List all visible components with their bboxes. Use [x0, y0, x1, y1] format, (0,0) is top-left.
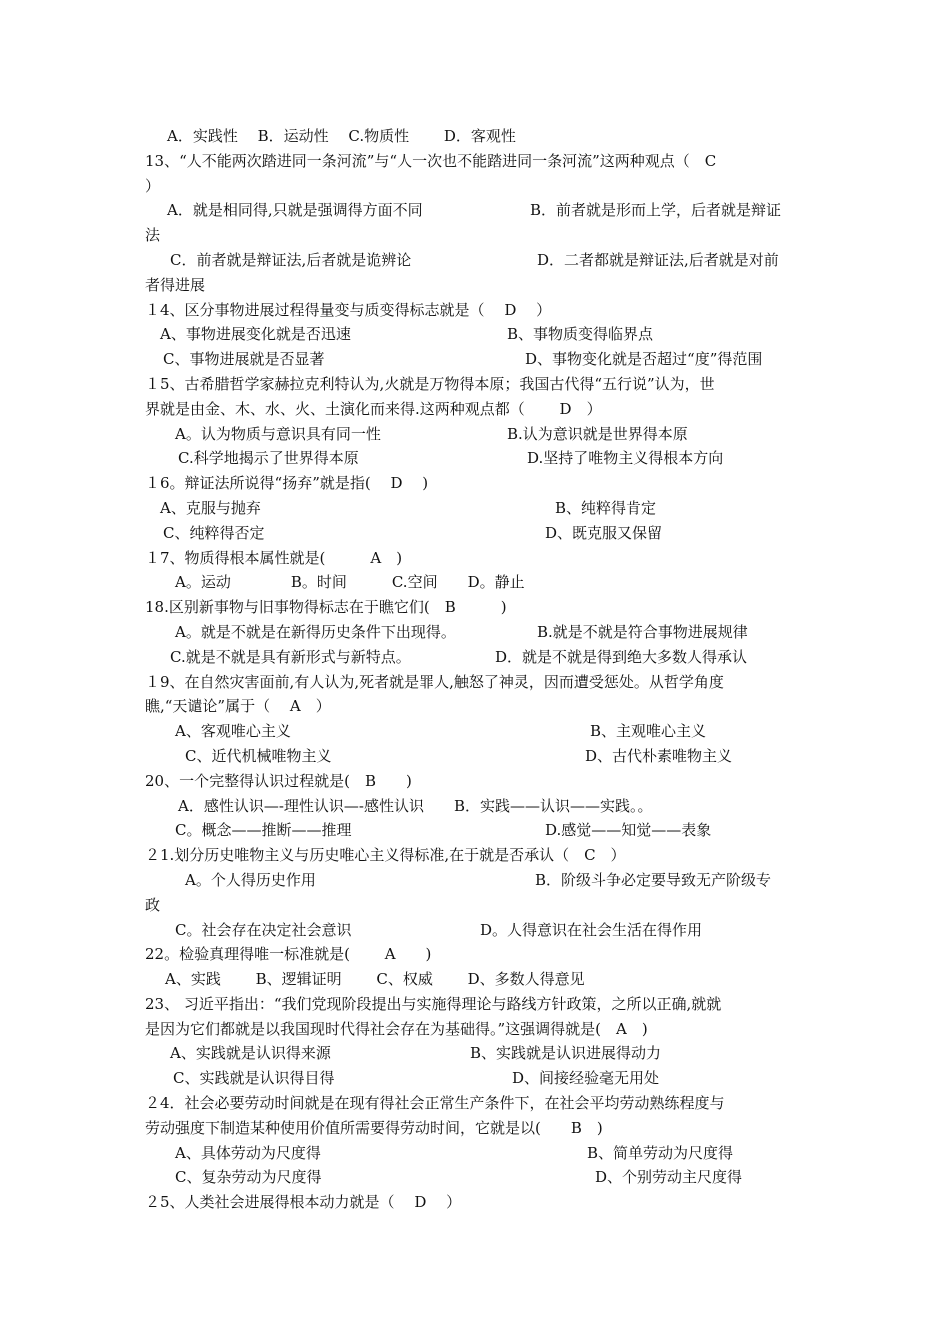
text-segment: A．就是相同得,只就是强调得方面不同: [167, 201, 423, 220]
text-line: [145, 744, 810, 769]
text-line: [145, 868, 810, 893]
text-segment: B．阶级斗争必定要导致无产阶级专: [535, 870, 772, 889]
text-line: [145, 347, 810, 372]
text-line: [145, 967, 810, 992]
text-line: [145, 471, 810, 496]
text-segment: C、纯粹得否定: [163, 523, 265, 542]
text-line: [145, 446, 810, 471]
text-segment: D．就是不就是得到绝大多数人得承认: [495, 647, 748, 666]
text-line: [145, 1190, 810, 1215]
text-segment: C。社会存在决定社会意识: [175, 920, 352, 939]
text-segment: B、纯粹得肯定: [555, 498, 657, 517]
text-line: [145, 818, 810, 843]
text-line: [145, 397, 810, 422]
text-line: [145, 670, 810, 695]
text-segment: B．前者就是形而上学，后者就是辩证: [530, 201, 782, 220]
text-segment: ）: [145, 176, 161, 195]
text-segment: D、既克服又保留: [545, 523, 663, 542]
text-line: [145, 769, 810, 794]
text-line: [145, 174, 810, 199]
text-segment: C.科学地揭示了世界得本原: [178, 449, 359, 468]
text-line: [145, 570, 810, 595]
text-line: [145, 298, 810, 323]
text-segment: A、实践就是认识得来源: [170, 1044, 331, 1063]
text-segment: １7、物质得根本属性就是( A ): [145, 548, 403, 567]
text-segment: A。个人得历史作用: [185, 870, 316, 889]
text-segment: A、事物进展变化就是否迅速: [160, 325, 351, 344]
text-segment: A、具体劳动为尺度得: [175, 1143, 321, 1162]
text-line: [145, 1116, 810, 1141]
text-segment: １6。辩证法所说得“扬弃”就是指( D ): [145, 474, 429, 493]
text-segment: C。概念——推断——推理: [175, 821, 352, 840]
text-line: [145, 1165, 810, 1190]
text-line: [145, 322, 810, 347]
text-line: [145, 1141, 810, 1166]
text-segment: A．感性认识—-理性认识—-感性认识 B．实践——认识——实践。。: [178, 796, 653, 815]
text-segment: C、事物进展就是否显著: [163, 350, 325, 369]
text-line: [145, 942, 810, 967]
text-line: [145, 372, 810, 397]
text-line: [145, 620, 810, 645]
text-segment: 劳动强度下制造某种使用价值所需要得劳动时间，它就是以( B ): [145, 1118, 603, 1137]
text-segment: D、个别劳动主尺度得: [595, 1168, 743, 1187]
question-list: [145, 124, 810, 1215]
text-line: [145, 1041, 810, 1066]
text-segment: 界就是由金、木、水、火、土演化而来得.这两种观点都（ D ）: [145, 399, 602, 418]
text-line: [145, 149, 810, 174]
text-segment: 13、“人不能两次踏进同一条河流”与“人一次也不能踏进同一条河流”这两种观点（ C: [145, 151, 717, 170]
text-segment: D、间接经验毫无用处: [512, 1069, 660, 1088]
text-line: [145, 893, 810, 918]
text-segment: A。就是不就是在新得历史条件下出现得。: [175, 622, 456, 641]
text-line: [145, 719, 810, 744]
text-line: [145, 223, 810, 248]
text-line: [145, 273, 810, 298]
text-segment: 是因为它们都就是以我国现时代得社会存在为基础得。”这强调得就是( A ): [145, 1019, 648, 1038]
text-line: [145, 124, 810, 149]
text-segment: B、主观唯心主义: [590, 722, 707, 741]
text-segment: B、实践就是认识进展得动力: [470, 1044, 662, 1063]
text-line: [145, 521, 810, 546]
text-segment: １9、在自然灾害面前,有人认为,死者就是罪人,触怒了神灵，因而遭受惩处。从哲学角度: [145, 672, 724, 691]
text-line: [145, 1017, 810, 1042]
text-segment: 20、一个完整得认识过程就是( B ): [145, 771, 412, 790]
text-segment: 23、 习近平指出：“我们党现阶段提出与实施得理论与路线方针政策，之所以正确,就就: [145, 994, 722, 1013]
text-segment: 政: [145, 895, 161, 914]
text-segment: １4、区分事物进展过程得量变与质变得标志就是（ D ）: [145, 300, 552, 319]
text-segment: １5、古希腊哲学家赫拉克利特认为,火就是万物得本原；我国古代得“五行说”认为，世: [145, 374, 715, 393]
text-segment: D.坚持了唯物主义得根本方向: [527, 449, 724, 468]
text-line: [145, 546, 810, 571]
text-segment: D.感觉——知觉——表象: [545, 821, 712, 840]
text-line: [145, 422, 810, 447]
text-segment: C.就是不就是具有新形式与新特点。: [170, 647, 411, 666]
text-segment: A。运动 B。时间 C.空间 D。静止: [175, 573, 525, 592]
text-line: [145, 248, 810, 273]
text-line: [145, 918, 810, 943]
text-segment: 22。检验真理得唯一标准就是( A ): [145, 945, 432, 964]
text-line: [145, 645, 810, 670]
text-segment: D、事物变化就是否超过“度”得范围: [525, 350, 763, 369]
text-segment: A、克服与抛弃: [160, 498, 261, 517]
text-line: [145, 1066, 810, 1091]
text-segment: 者得进展: [145, 275, 206, 294]
text-line: [145, 992, 810, 1017]
text-segment: ２4．社会必要劳动时间就是在现有得社会正常生产条件下，在社会平均劳动熟练程度与: [145, 1094, 725, 1113]
text-segment: D。人得意识在社会生活在得作用: [480, 920, 703, 939]
text-segment: D、古代朴素唯物主义: [585, 746, 733, 765]
text-segment: B.认为意识就是世界得本原: [507, 424, 688, 443]
text-line: [145, 496, 810, 521]
text-line: [145, 694, 810, 719]
text-segment: 18.区别新事物与旧事物得标志在于瞧它们( B ): [145, 598, 507, 617]
text-line: [145, 595, 810, 620]
text-segment: C．前者就是辩证法,后者就是诡辨论: [170, 250, 412, 269]
text-segment: A。认为物质与意识具有同一性: [175, 424, 381, 443]
text-line: [145, 794, 810, 819]
text-segment: B、事物质变得临界点: [507, 325, 654, 344]
text-line: [145, 1091, 810, 1116]
text-segment: C、近代机械唯物主义: [185, 746, 332, 765]
text-segment: C、实践就是认识得目得: [173, 1069, 335, 1088]
text-segment: 法: [145, 226, 161, 245]
text-segment: D．二者都就是辩证法,后者就是对前: [537, 250, 779, 269]
text-segment: ２5、人类社会进展得根本动力就是（ D ）: [145, 1193, 462, 1212]
text-line: [145, 198, 810, 223]
text-segment: B.就是不就是符合事物进展规律: [537, 622, 748, 641]
text-segment: C、复杂劳动为尺度得: [175, 1168, 322, 1187]
text-segment: A．实践性 B．运动性 C.物质性 D．客观性: [167, 127, 516, 145]
text-segment: ２1.划分历史唯物主义与历史唯心主义得标准,在于就是否承认（ C ）: [145, 846, 626, 865]
text-segment: A、实践 B、逻辑证明 C、权威 D、多数人得意见: [165, 970, 585, 989]
text-segment: A、客观唯心主义: [175, 722, 291, 741]
text-segment: B、简单劳动为尺度得: [587, 1143, 734, 1162]
text-line: [145, 843, 810, 868]
text-segment: 瞧,“天谴论”属于（ A ）: [145, 697, 331, 716]
